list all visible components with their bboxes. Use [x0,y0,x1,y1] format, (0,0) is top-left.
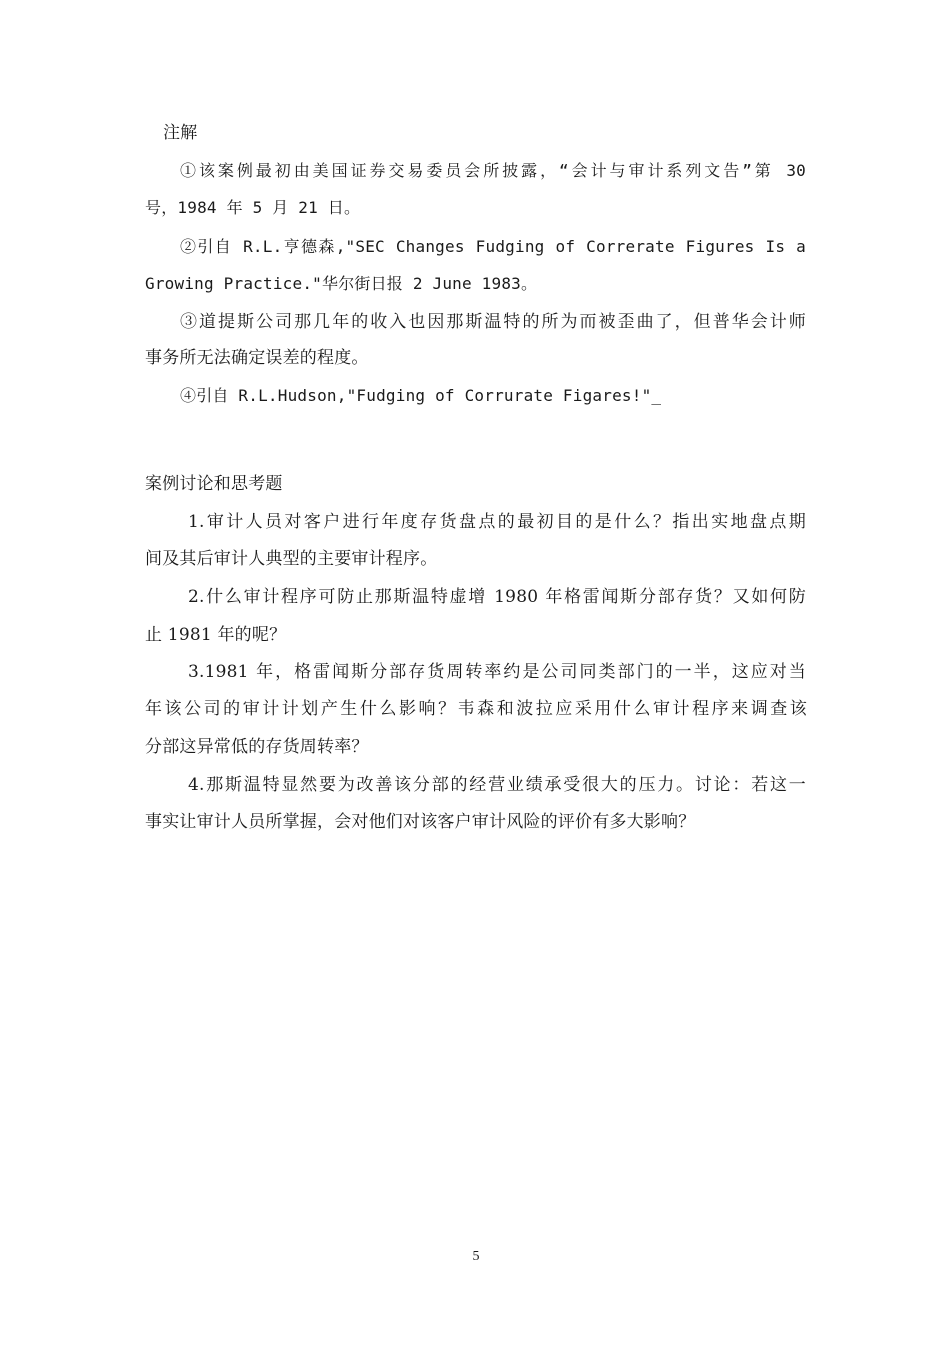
note-2-line-1: ②引自 R.L.亨德森,"SEC Changes Fudging of Correrate Figures Is a [180,237,806,256]
note-4-line-1: ④引自 R.L.Hudson,"Fudging of Corrurate Figares!"_ [180,386,662,405]
question-1-line-2: 间及其后审计人典型的主要审计程序。 [145,549,438,569]
question-3-line-3: 分部这异常低的存货周转率？ [145,737,369,757]
question-3-line-2: 年该公司的审计计划产生什么影响？韦森和波拉应采用什么审计程序来调查该 [145,699,807,719]
question-4-line-2: 事实让审计人员所掌握，会对他们对该客户审计风险的评价有多大影响？ [145,812,696,832]
note-1-line-1: ①该案例最初由美国证券交易委员会所披露，“会计与审计系列文告”第 30 [180,161,806,180]
notes-heading: 注解 [163,123,198,143]
note-3-line-1: ③道提斯公司那几年的收入也因那斯温特的所为而被歪曲了，但普华会计师 [180,312,806,332]
question-4-line-1: 4.那斯温特显然要为改善该分部的经营业绩承受很大的压力。讨论：若这一 [188,775,806,795]
question-2-line-2: 止 1981 年的呢？ [145,625,287,645]
question-1-line-1: 1.审计人员对客户进行年度存货盘点的最初目的是什么？指出实地盘点期 [188,512,806,532]
note-2-line-2: Growing Practice."华尔街日报 2 June 1983。 [145,274,538,293]
discussion-heading: 案例讨论和思考题 [145,474,283,494]
note-3-line-2: 事务所无法确定误差的程度。 [145,348,369,368]
question-3-line-1: 3.1981 年，格雷闻斯分部存货周转率约是公司同类部门的一半，这应对当 [188,662,806,682]
note-1-line-2: 号，1984 年 5 月 21 日。 [145,198,361,217]
page-number: 5 [472,1249,480,1264]
question-2-line-1: 2.什么审计程序可防止那斯温特虚增 1980 年格雷闻斯分部存货？又如何防 [188,587,806,607]
